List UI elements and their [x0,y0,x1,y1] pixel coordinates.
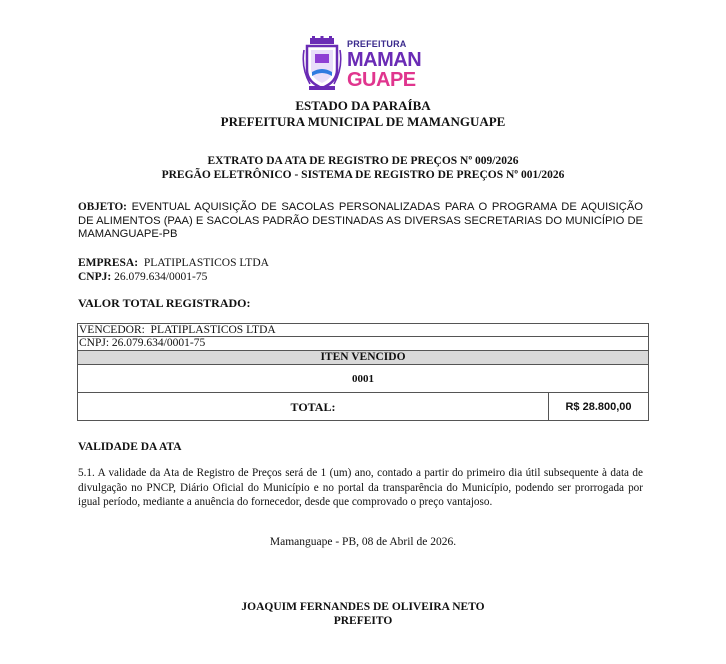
validade-heading: VALIDADE DA ATA [78,441,182,453]
table-row-total [77,393,649,421]
table-row-vencedor [77,323,649,337]
item-header-cell: ITEN VENCIDO [320,351,406,363]
table-row-item [77,365,649,393]
total-label-cell: TOTAL: [290,400,336,414]
signatory-name: JOAQUIM FERNANDES DE OLIVEIRA NETO [241,601,485,613]
empresa-value: PLATIPLASTICOS LTDA [138,257,269,269]
prefeitura-heading: PREFEITURA MUNICIPAL DE MAMANGUAPE [220,114,506,129]
vencedor-cell: VENCEDOR: PLATIPLASTICOS LTDA [79,324,276,336]
cnpj-label: CNPJ: [78,271,112,283]
extrato-title: EXTRATO DA ATA DE REGISTRO DE PREÇOS Nº 009/2026 [207,155,519,167]
cnpj-value: 26.079.634/0001-75 [111,271,208,283]
item-value-cell: 0001 [352,373,374,385]
valor-total-label: VALOR TOTAL REGISTRADO: [78,296,251,310]
pregao-title: PREGÃO ELETRÔNICO - SISTEMA DE REGISTRO DE PREÇOS Nº 001/2026 [161,169,565,181]
state-heading: ESTADO DA PARAÍBA [295,98,431,113]
logo-prefeitura-text: PREFEITURA [347,39,407,49]
logo-line2-text: GUAPE [347,69,416,91]
city-seal-icon [301,36,343,92]
table-row-cnpj [77,337,649,351]
objeto-paragraph [78,201,643,242]
result-table [77,323,649,421]
validade-paragraph: 5.1. A validade da Ata de Registro de Preços será de 1 (um) ano, contado a partir do primeiro dia útil subsequente à data de divulgação no PNCP, Diário Oficial do Município e no portal da transparência do Município, podendo ser prorrogada por igual período, mediante a anuência do fornecedor, desde que comprovado o preço vantajoso. [78,467,643,508]
table-cnpj-cell: CNPJ: 26.079.634/0001-75 [79,337,206,349]
total-value-cell: R$ 28.800,00 [565,401,632,413]
signatory-role: PREFEITO [333,615,393,627]
table-row-item-header [77,351,649,365]
cnpj-line [78,271,207,283]
empresa-label: EMPRESA: [78,257,139,269]
logo-line1-text: MAMAN [347,49,422,71]
place-date: Mamanguape - PB, 08 de Abril de 2026. [269,536,457,548]
objeto-text: EVENTUAL AQUISIÇÃO DE SACOLAS PERSONALIZADAS PARA O PROGRAMA DE AQUISIÇÃO DE ALIMENTOS (PAA) E SACOLAS PADRÃO DESTINADAS AS DIVERSAS SECRETARIAS DO MUNICÍPIO DE MAMANGUAPE-PB [78,201,643,240]
prefeitura-logo [301,36,422,96]
objeto-label: OBJETO: [78,201,127,213]
empresa-line [78,257,269,269]
